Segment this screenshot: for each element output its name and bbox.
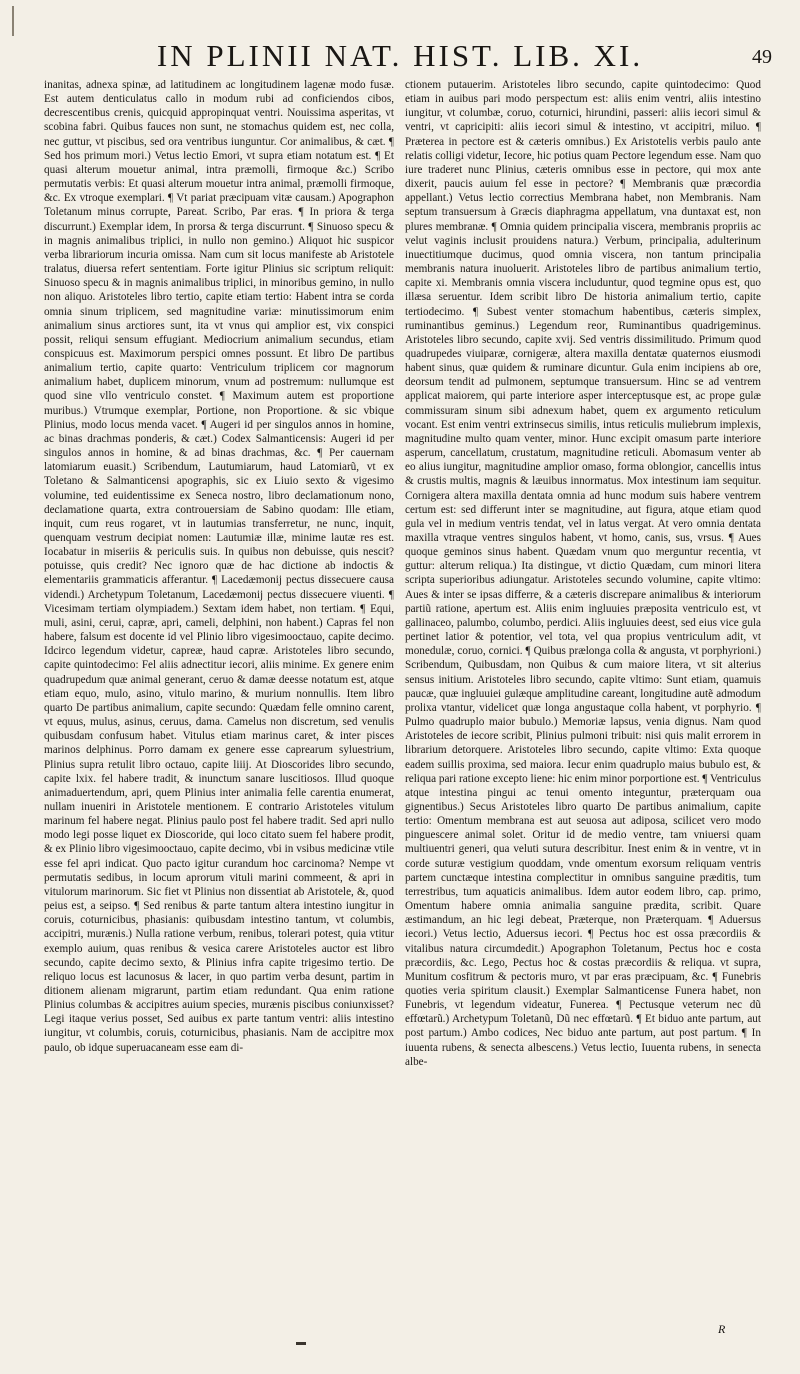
right-column-text: ctionem putauerim. Aristoteles libro secundo, capite quintodecimo: Quod etiam in auibus pari modo perspectum est: aliis enim ventri, aliis intestino iungitur, vt columbæ, coruo, coturnici, hirundini, passeri: aliis iecori simul & ventri, vt capricipiti: aliis iecori simul & intestino, vt accipitri, miluo. ¶ Præterea in pectore est & cæteris omnibus.) Ex Aristotelis verbis paulo ante relatis colligi videtur, Iecore, hic potius quam Pectore legendum esse. Nam quo iure traderet nunc Plinius, cæteris omnibus esse in pectore, qui mox ante dixerit, paucis auium fel esse in pectore? ¶ Membranis quæ præcordia appellant.) Vetus lectio correctius Membrana habet, non Membranis. Nam septum transuersum à Græcis diaphragma appellatum, vna duntaxat est, non plures membranæ. ¶ Omnia quidem principalia viscera, membranis propriis ac velut vaginis inclusit prouidens natura.) Verbum, principalia, adulterinum inuectitiumque ducimus, quod omnia viscera, non tantum principalia membranis natura inuoluerit. Aristoteles libro de partibus animalium tertio, capite xi. Membranis omnia viscera includuntur, quod tegmine opus est, quo illæsa seruentur. Idem scribit libro De historia animalium tertio, capite tertiodecimo. ¶ Subest venter stomachum habentibus, cæteris simplex, ruminantibus geminus.) Legendum reor, Ruminantibus quadrigeminus. Aristoteles libro secundo, capite xvij. Sed ventris dissimilitudo. Primum quod quadrupedes viuiparæ, cornigeræ, altera maxilla dentatæ quaternos eiusmodi habent sinus, quæ quidem & ruminare dicuntur. Gula enim incipiens ab ore, deorsum tendit ad pulmonem, septumque transuersum. Hinc se ad ventrem applicat maiorem, qui parte interiore asper interceptusque est, ac prope gulæ commissuram sinum sibi adnexum habet, quem ex argumento reticulum vocant. Est enim ventri extrinsecus similis, intus reticulis muliebrum implexis, magnitudine multo quam venter, minor. Hunc excipit omasum parte interiore asperum, cancellatum, crustatum, magnitudine reticuli. Abomasum venter ab eo alius iungitur, magnitudine amplior omaso, forma oblongior, cancellis intus & crustis multis, magnis & læuibus innormatus. Mox intestinum iam sequitur. Cornigera altera maxilla dentata omnia ad hunc modum suis habere ventrem certum est: sed differunt inter se magnitudine, aut figura, atque etiam quod gula vel in medium ventris tendat, vel in latus vergat. At vero omnia dentata maxilla vtraque ventres singulos habent, vt homo, canis, sus, vrsus. ¶ Aues quoque geminos sinus habent. Quædam vnum quo merguntur recentia, vt guttur: alterum reliqua.) Ita distingue, vt dictio Quædam, cum minori litera scripta superioribus adiungatur. Aristoteles secundo volumine, capite vltimo: Aues & inter se ipsas differre, & a cæteris discrepare animalibus & interiorum partiũ ratione, apertum est. Aliis enim ingluuies præposita ventriculo est, vt gallinaceo, palumbo, columbo, perdici. Aliis ingluuies deest, sed eius vice gula pertinet latior & potentior, vel tota, vel qua propius ventriculum adit, vt monedulæ, coruo, cornici. ¶ Quibus prælonga colla & angusta, vt porphyrioni.) Scribendum, Quibusdam, non Quibus & cum maiore litera, vt sit alterius sensus initium. Aristoteles libro secundo, capite vltimo: Sunt etiam, quamuis paucæ, quæ ingluuiei gulæque amplitudine careant, longitudine autẽ admodum prolixa vtantur, videlicet quæ longa angustaque colla habent, vt porphyrio. ¶ Pulmo quadruplo maior bubulo.) Memoriæ lapsus, venia dignus. Nam quod Aristoteles de iecore scribit, Plinius pulmoni tribuit: nisi quis malit errorem in librarium detorquere. Aristoteles libro secundo, capite vltimo: Exta quoque eadem suillis proxima, sed maiora. Iecur enim quadruplo maius bubulo est, & reliqua pari ratione excepto liene: hic enim minor porportione est. ¶ Ventriculus atque intestina pingui ac tenui omento integuntur, præterquam oua gignentibus.) Secus Aristoteles libro quarto De partibus animalium, capite tertio: Omentum membrana est aut seuosa aut adiposa, scilicet vero modo pinguescere animal solet. Oritur id de medio ventre, tam vniuersi quam multiuentri generi, qua veluti sutura describitur. Inest enim & in ventre, vt in corde suturæ vestigium quoddam, vnde omentum exorsum reliquam ventris partem cunctæque intestina complectitur in omnibus sanguine præditis, tum terrestribus, tum aquaticis animalibus. Idem autor eodem libro, cap. primo, Omentum habere omnia animalia sanguine prædita, scribit. Quare æstimandum, an hic legi debeat, Præterque, non Præterquam. ¶ Aduersus iecori.) Vetus lectio, Aduersus iecori. ¶ Pectus hoc est ossa præcordiis & vitalibus natura circumdedit.) Apographon Toletanum, Pectus hoc e costa præcordiis, &c. Lego, Pectus hoc & costas præcordiis & reliqua. vt supra, Munitum cosfitrum & pectoris muro, vt par eras præcipuam, &c. ¶ Funebris quoties veria spiritum clausit.) Exemplar Salmanticense Funera habet, non Funebris, vt legendum videatur, Funerea. ¶ Pectusque veterum nec dũ effœtarũ.) Archetypum Toletanũ, Dũ nec effœtarũ. ¶ Et biduo ante partum, aut post partum.) Ambo codices, Nec biduo ante partum, aut post partum. ¶ In iuuenta rubens, & senecta albescens.) Vetus lectio, Iuuenta rubens, in senecta albe- (405, 79, 761, 1068)
catchword: R (718, 1322, 726, 1336)
running-title: IN PLINII NAT. HIST. LIB. XI. (156, 38, 644, 73)
left-column (44, 78, 394, 1318)
margin-mark (12, 6, 14, 36)
footer-mark (296, 1342, 306, 1345)
left-column-text: inanitas, adnexa spinæ, ad latitudinem ac longitudinem lagenæ modo fusæ. Est autem denticulatus callo in modum rubi ad conficiendos cibos, decrescentibus crenis, quicquid appropinquat ventri. Nouissima asperitas, vt scobina fabri. Quibus fauces non sunt, ne stomachus quidem est, nec colla, nec guttur, vt piscibus, sed ora ventribus iunguntur. Cor animalibus, & cæt. ¶ Sed hos primum mori.) Vetus lectio Emori, vt supra etiam notatum est. ¶ Et quasi alterum mouetur animal, intra præmolli, firmoque &c.) Scribo permutatis verbis: Et quasi alterum mouetur intra animal, præmolli firmoque, &c. Ex vtroque exemplari. ¶ Vt pariat præcipuam vitæ causam.) Apographon Toletanum minus corrupte, Pareat. Scribo, Par eras. ¶ In priora & terga discurrunt.) Exemplar idem, In prorsa & terga discurrunt. ¶ Sinuoso specu & in magnis animalibus triplici, in nullo non gemino.) Aliquot hic suspicor verba librariorum incuria omissa. Nam cum sit locus manifeste ab Aristotele tralatus, diuersa refert sententiam. Forte igitur Plinius sic scriptum reliquit: Sinuoso specu & in magnis animalibus triplici, in minoribus gemino, in nullo non aliquo. Aristoteles libro tertio, capite etiam tertio: Habent intra se corda omnia sinum triplicem, sed magnitudine variæ: minutissimorum enim animalium sinus arctiores sunt, ita vt vnus qui amplior est, vix conspici possit, reliqui sensum effugiant. Mediocrium animalium secundus, etiam conspicuus est. Maximorum perspici omnes possunt. Et libro De partibus animalium tertio, capite quarto: Ventriculum triplicem cor magnorum animalium habet, duplicem minorum, vnum ad postremum: nullumque est quod sine vllo ventriculo constet. ¶ Maximum autem est proportione muribus.) Vtrumque exemplar, Portione, non Proportione. & sic vbique Plinius, modo locus menda vacet. ¶ Augeri id per singulos annos in homine, ac binas drachmas ponderis, & cæt.) Codex Salmanticensis: Augeri id per singulos annos in homine, & ad binas drachmas, &c. ¶ Per cauernam latomiarum euasit.) Scribendum, Lautumiarum, haud Latomiarũ, vt ex Toletano & Salmanticensi apographis, sic ex Liuio sexto & vigesimo volumine, ted euidentissime ex Seneca nostro, libro declamationum nono, declamatione quarta, extra controuersiam de Sabino quodam: Ille etiam, inquit, cum reus rogaret, vt in lautumias transferretur, ne nunc, inquit, quenquam vestrum decipiat nomen: Lautumiæ illæ, minime lautæ res est. Iocabatur in miseriis & periculis suis. In quibus non debuisse, quis nescit? potuisse, quis credit? Nec ignoro quæ de hac dictione ab indoctis & elementariis grammaticis afferantur. ¶ Lacedæmonij pectus dissecuere causa videndi.) Archetypum Toletanum, Lacedæmonij pectus dissecuere viuenti. ¶ Vicesimam tertiam olympiadem.) Sextam idem habet, non tertiam. ¶ Equi, muli, asini, cerui, capræ, apri, cameli, delphini, non habent.) Capras fel non habere, falsum est docente id vel Plinio libro vigesimooctauo, capite decimo. Idcirco legendum videtur, capreæ, haud capræ. Aristoteles libro secundo, capite quintodecimo: Fel aliis adnectitur iecori, aliis minime. Ex genere enim quadrupedum quæ animal generant, ceruo & damæ deesse notatum est, atque etiam equo, mulo, asino, vitulo marino, & murium nonnullis. Item libro quarto De partibus animalium, capite secundo: Quædam felle omnino carent, vt equus, mulus, asinus, ceruus, dama. Camelus non discretum, sed venulis quibusdam confusum habet. Vitulus etiam marinus caret, & inter pisces marinos delphinus. Porro damam ex genere esse caprearum syluestrium, Plinius supra retulit libro octauo, capite liiij. At Dioscorides libro secundo, capite lxix. fel habere tradit, & inunctum sanare luscitiosos. Illud quoque animaduertendum, apri, quem Plinius inter animalia felle carentia enumerat, nullam inueniri in Aristotele mentionem. E contrario Aristoteles vitulum marinum fel habere negat. Plinius paulo post fel habere tradit. Sed apri nullo modo legi posse liquet ex Dioscoride, qui loco citato suem fel habere prodit, & ex Plinio libro vigesimooctauo, capite decimo, vbi in vsibus medicinæ vtile esse fel apri indicat. Quo pacto igitur curandum hoc carcinoma? Nempe vt permutatis sedibus, in locum aprorum vituli marini commeent, & apri in vitulorum marinorum. Sic fiet vt Plinius non dissentiat ab Aristotele, &, quod peius est, a seipso. ¶ Sed renibus & parte tantum altera intestino iungitur in coruis, coturnicibus, phasianis: quibusdam intestino tantum, vt columbis, accipitri, murænis.) Nulla ratione verbum, renibus, tolerari potest, quia vtitur exemplo auium, quas renibus & vesica carere Aristoteles auctor est libro secundo, capite decimo sexto, & Plinius infra capite trigesimo tertio. De reliquo locus est lacunosus & lacer, in quo partim verba desunt, partim in ditionem alienam migrarunt, partim etiam redundant. Qua enim ratione Plinius columbas & accipitres auium species, murænis piscibus coniunxisset? Legi itaque verius posset, Sed auibus ex parte tantum ventri: aliis intestino iungitur, vt columbis, coruis, coturnicibus, phasianis. Nam de accipitre mox paulo, ob idque superuacaneam esse eam di- (44, 79, 394, 1054)
page-number: 49 (752, 46, 772, 68)
right-column (405, 78, 761, 1318)
